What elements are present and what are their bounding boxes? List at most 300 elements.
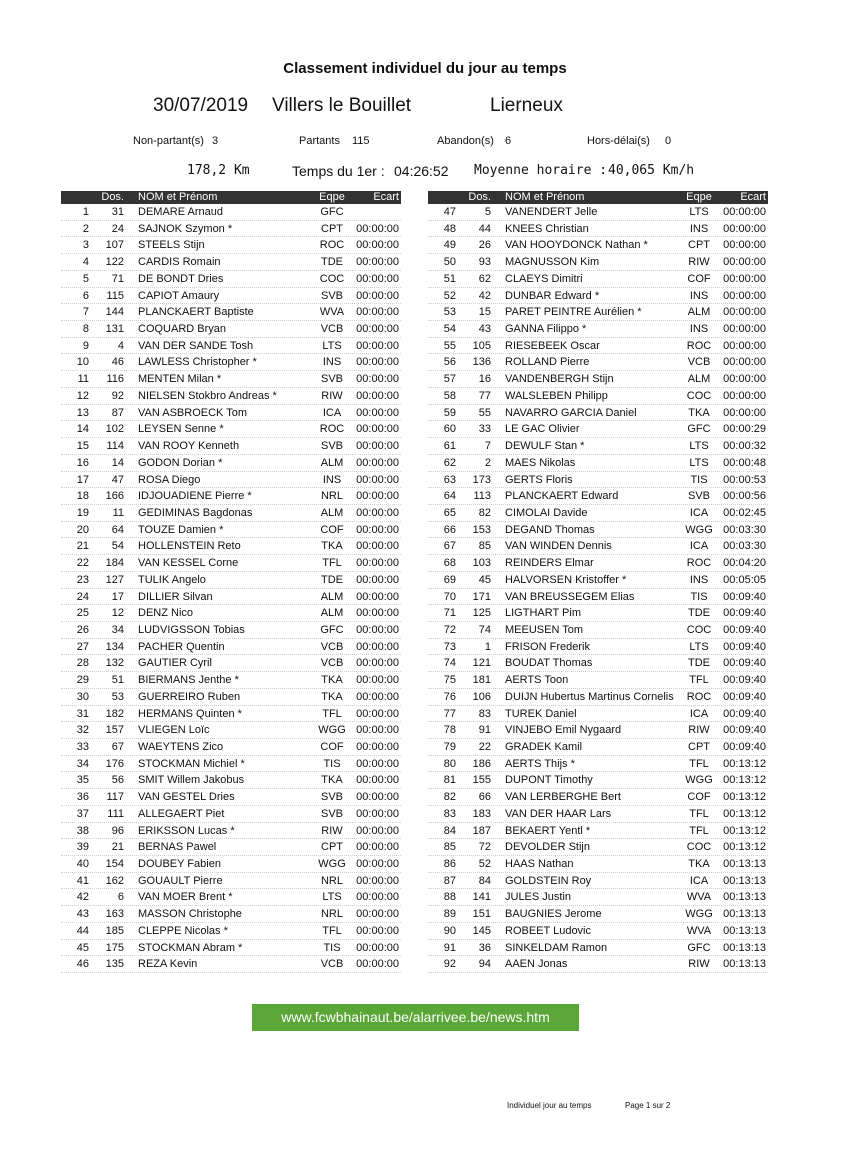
table-row <box>61 288 401 305</box>
cell-position: 8 <box>82 323 89 336</box>
cell-rider-name: VAN DER SANDE Tosh <box>138 339 254 352</box>
cell-rider-name: BEKAERT Yentl * <box>505 824 591 837</box>
cell-bib: 122 <box>105 256 124 269</box>
cell-bib: 84 <box>478 874 491 887</box>
cell-gap: 00:00:00 <box>356 523 399 536</box>
table-row <box>61 505 401 522</box>
cell-team: TFL <box>689 807 709 820</box>
cell-position: 45 <box>76 941 89 954</box>
cell-rider-name: REZA Kevin <box>138 958 198 971</box>
cell-rider-name: VAN GESTEL Dries <box>138 791 235 804</box>
table-row <box>428 806 768 823</box>
table-row <box>428 639 768 656</box>
cell-bib: 162 <box>105 874 124 887</box>
cell-bib: 66 <box>478 791 491 804</box>
table-row <box>428 538 768 555</box>
ranking-table-left <box>61 191 401 973</box>
cell-rider-name: NAVARRO GARCIA Daniel <box>505 406 637 419</box>
col-dos: Dos. <box>101 191 124 203</box>
table-row <box>428 889 768 906</box>
cell-gap: 00:09:40 <box>723 623 766 636</box>
cell-bib: 103 <box>472 557 491 570</box>
cell-rider-name: IDJOUADIENE Pierre * <box>138 490 252 503</box>
cell-position: 4 <box>82 256 89 269</box>
cell-team: GFC <box>320 623 344 636</box>
cell-position: 55 <box>443 339 456 352</box>
cell-gap: 00:04:20 <box>723 557 766 570</box>
cell-bib: 182 <box>105 707 124 720</box>
table-row <box>61 204 401 221</box>
cell-gap: 00:00:00 <box>723 222 766 235</box>
cell-position: 65 <box>443 506 456 519</box>
cell-position: 64 <box>443 490 456 503</box>
cell-gap: 00:00:00 <box>356 373 399 386</box>
table-row <box>61 421 401 438</box>
cell-rider-name: VAN WINDEN Dennis <box>505 540 612 553</box>
cell-gap: 00:00:00 <box>356 473 399 486</box>
cell-bib: 55 <box>478 406 491 419</box>
cell-position: 91 <box>443 941 456 954</box>
cell-gap: 00:09:40 <box>723 640 766 653</box>
cell-gap: 00:13:12 <box>723 757 766 770</box>
cell-team: SVB <box>687 490 710 503</box>
cell-team: TDE <box>321 256 343 269</box>
table-row <box>61 655 401 672</box>
cell-team: WGG <box>685 774 713 787</box>
cell-bib: 2 <box>484 456 491 469</box>
cell-gap: 00:00:00 <box>356 791 399 804</box>
cell-rider-name: ERIKSSON Lucas * <box>138 824 235 837</box>
cell-team: TFL <box>689 824 709 837</box>
cell-position: 56 <box>443 356 456 369</box>
cell-rider-name: BAUGNIES Jerome <box>505 908 602 921</box>
cell-team: COF <box>687 272 711 285</box>
cell-rider-name: BIERMANS Jenthe * <box>138 674 239 687</box>
cell-position: 14 <box>76 423 89 436</box>
cell-team: TKA <box>321 690 343 703</box>
cell-team: RIW <box>321 824 343 837</box>
cell-gap: 00:00:00 <box>723 323 766 336</box>
cell-rider-name: VAN KESSEL Corne <box>138 557 239 570</box>
cell-position: 38 <box>76 824 89 837</box>
cell-position: 30 <box>76 690 89 703</box>
cell-bib: 93 <box>478 256 491 269</box>
cell-position: 1 <box>82 206 89 218</box>
cell-gap: 00:09:40 <box>723 741 766 753</box>
cell-gap: 00:00:00 <box>356 707 399 720</box>
col-dos: Dos. <box>468 191 491 203</box>
abandon-value: 6 <box>505 135 512 147</box>
cell-bib: 51 <box>111 674 124 687</box>
cell-team: CPT <box>688 239 710 252</box>
cell-gap: 00:00:00 <box>723 289 766 302</box>
cell-team: TKA <box>688 858 710 871</box>
cell-bib: 132 <box>105 657 124 670</box>
cell-rider-name: ALLEGAERT Piet <box>138 807 225 820</box>
table-row <box>61 455 401 472</box>
cell-bib: 5 <box>484 206 491 218</box>
cell-gap: 00:00:53 <box>723 473 766 486</box>
cell-team: TKA <box>321 674 343 687</box>
cell-bib: 64 <box>111 523 124 536</box>
cell-bib: 145 <box>472 924 491 937</box>
table-row <box>428 655 768 672</box>
table-row <box>428 354 768 371</box>
table-row <box>428 823 768 840</box>
table-header <box>61 191 401 204</box>
cell-team: ALM <box>687 373 711 386</box>
cell-position: 34 <box>76 757 89 770</box>
table-row <box>428 271 768 288</box>
hors-delai-value: 0 <box>665 135 672 147</box>
cell-team: TFL <box>322 557 342 570</box>
cell-rider-name: SAJNOK Szymon * <box>138 222 233 235</box>
cell-gap: 00:00:00 <box>356 389 399 402</box>
abandon-label: Abandon(s) <box>437 135 494 147</box>
cell-gap: 00:13:13 <box>723 958 766 971</box>
cell-rider-name: VANENDERT Jelle <box>505 206 598 218</box>
table-row <box>428 472 768 489</box>
cell-bib: 26 <box>478 239 491 252</box>
table-row <box>61 839 401 856</box>
table-row <box>61 689 401 706</box>
cell-position: 63 <box>443 473 456 486</box>
cell-position: 61 <box>443 440 456 453</box>
cell-bib: 44 <box>478 222 491 235</box>
cell-rider-name: LEYSEN Senne * <box>138 423 224 436</box>
table-row <box>428 438 768 455</box>
table-row <box>428 605 768 622</box>
stage-date: 30/07/2019 <box>153 95 249 116</box>
table-row <box>428 555 768 572</box>
cell-position: 39 <box>76 841 89 854</box>
cell-gap: 00:00:00 <box>723 306 766 319</box>
table-row <box>428 839 768 856</box>
cell-rider-name: MAES Nikolas <box>505 456 576 469</box>
cell-team: TIS <box>323 941 341 954</box>
cell-bib: 157 <box>105 724 124 737</box>
cell-position: 78 <box>443 724 456 737</box>
moyenne-label: Moyenne horaire : <box>474 163 608 178</box>
cell-team: INS <box>322 356 342 369</box>
cell-position: 9 <box>82 339 89 352</box>
table-row <box>428 237 768 254</box>
cell-position: 53 <box>443 306 456 319</box>
cell-gap: 00:00:00 <box>723 206 766 218</box>
cell-team: TFL <box>322 707 342 720</box>
cell-position: 48 <box>443 222 456 235</box>
cell-team: SVB <box>320 440 343 453</box>
table-row <box>428 254 768 271</box>
cell-bib: 166 <box>105 490 124 503</box>
cell-rider-name: WALSLEBEN Philipp <box>505 389 608 402</box>
cell-position: 75 <box>443 674 456 687</box>
cell-position: 85 <box>443 841 456 854</box>
source-link[interactable]: www.fcwbhainaut.be/alarrivee.be/news.htm <box>252 1004 579 1031</box>
table-header <box>428 191 768 204</box>
cell-position: 5 <box>82 272 89 285</box>
cell-gap: 00:00:00 <box>356 924 399 937</box>
cell-gap: 00:00:00 <box>356 256 399 269</box>
table-row <box>61 806 401 823</box>
cell-position: 83 <box>443 807 456 820</box>
cell-gap: 00:00:00 <box>723 406 766 419</box>
cell-rider-name: AAEN Jonas <box>505 958 568 971</box>
cell-position: 58 <box>443 389 456 402</box>
cell-position: 79 <box>443 741 456 753</box>
table-row <box>61 354 401 371</box>
cell-rider-name: DUPONT Timothy <box>505 774 593 787</box>
cell-position: 89 <box>443 908 456 921</box>
cell-position: 88 <box>443 891 456 904</box>
table-row <box>61 873 401 890</box>
cell-position: 2 <box>82 222 89 235</box>
cell-position: 28 <box>76 657 89 670</box>
cell-team: TDE <box>321 573 343 586</box>
cell-rider-name: STOCKMAN Michiel * <box>138 757 245 770</box>
cell-rider-name: VLIEGEN Loïc <box>138 724 210 737</box>
cell-rider-name: CAPIOT Amaury <box>138 289 220 302</box>
cell-bib: 187 <box>472 824 491 837</box>
non-partants-label: Non-partant(s) <box>133 135 204 147</box>
cell-bib: 36 <box>478 941 491 954</box>
cell-gap: 00:00:00 <box>356 891 399 904</box>
cell-rider-name: PARET PEINTRE Aurélien * <box>505 306 642 319</box>
cell-bib: 144 <box>105 306 124 319</box>
cell-bib: 107 <box>105 239 124 252</box>
table-row <box>61 923 401 940</box>
cell-team: SVB <box>320 373 343 386</box>
table-row <box>428 789 768 806</box>
cell-bib: 91 <box>478 724 491 737</box>
cell-team: LTS <box>689 456 709 469</box>
cell-gap: 00:00:00 <box>356 774 399 787</box>
table-row <box>428 505 768 522</box>
cell-rider-name: VINJEBO Emil Nygaard <box>505 724 622 737</box>
table-row <box>428 706 768 723</box>
cell-rider-name: GODON Dorian * <box>138 456 223 469</box>
cell-rider-name: STEELS Stijn <box>138 239 205 252</box>
cell-team: TIS <box>690 473 708 486</box>
table-row <box>61 639 401 656</box>
cell-bib: 52 <box>478 858 491 871</box>
cell-team: VCB <box>320 958 344 971</box>
cell-gap: 00:00:00 <box>356 306 399 319</box>
cell-bib: 102 <box>105 423 124 436</box>
cell-position: 60 <box>443 423 456 436</box>
table-row <box>428 906 768 923</box>
cell-bib: 11 <box>112 506 124 519</box>
cell-team: TIS <box>323 757 341 770</box>
table-row <box>428 622 768 639</box>
cell-position: 31 <box>76 707 89 720</box>
cell-position: 74 <box>443 657 456 670</box>
cell-team: VCB <box>320 657 344 670</box>
cell-bib: 153 <box>472 523 491 536</box>
cell-position: 25 <box>76 607 89 620</box>
cell-gap: 00:09:40 <box>723 674 766 687</box>
cell-position: 42 <box>76 891 89 904</box>
cell-bib: 33 <box>478 423 491 436</box>
footer-doc-name: Individuel jour au temps <box>507 1101 592 1110</box>
cell-position: 40 <box>76 858 89 871</box>
table-row <box>61 739 401 756</box>
cell-gap: 00:13:12 <box>723 807 766 820</box>
cell-team: TFL <box>689 674 709 687</box>
cell-team: RIW <box>688 724 710 737</box>
table-row <box>428 672 768 689</box>
cell-position: 24 <box>76 590 89 603</box>
cell-bib: 154 <box>105 858 124 871</box>
cell-team: VCB <box>320 323 344 336</box>
cell-team: TDE <box>688 607 710 620</box>
temps-value: 04:26:52 <box>394 163 449 179</box>
table-row <box>61 572 401 589</box>
cell-gap: 00:00:00 <box>356 289 399 302</box>
cell-rider-name: CLEPPE Nicolas * <box>138 924 228 937</box>
cell-gap: 00:00:00 <box>356 958 399 971</box>
cell-position: 44 <box>76 924 89 937</box>
cell-rider-name: DEVOLDER Stijn <box>505 841 590 854</box>
cell-gap: 00:00:00 <box>356 607 399 620</box>
cell-rider-name: PLANCKAERT Baptiste <box>138 306 254 319</box>
cell-rider-name: TOUZE Damien * <box>138 523 224 536</box>
cell-bib: 22 <box>478 741 491 753</box>
col-team: Eqpe <box>686 191 712 203</box>
cell-team: TKA <box>321 774 343 787</box>
table-row <box>61 388 401 405</box>
partants-value: 115 <box>352 135 370 147</box>
cell-position: 80 <box>443 757 456 770</box>
cell-rider-name: VAN BREUSSEGEM Elias <box>505 590 635 603</box>
cell-bib: 72 <box>478 841 491 854</box>
cell-gap: 00:00:00 <box>723 339 766 352</box>
cell-gap: 00:00:00 <box>356 557 399 570</box>
table-row <box>61 221 401 238</box>
cell-gap: 00:00:00 <box>356 456 399 469</box>
cell-team: ICA <box>689 874 709 887</box>
cell-position: 76 <box>443 690 456 703</box>
cell-bib: 136 <box>472 356 491 369</box>
cell-gap: 00:00:00 <box>356 540 399 553</box>
cell-team: ALM <box>320 456 344 469</box>
cell-gap: 00:00:00 <box>356 874 399 887</box>
cell-bib: 46 <box>111 356 124 369</box>
cell-position: 27 <box>76 640 89 653</box>
cell-position: 73 <box>443 640 456 653</box>
cell-bib: 12 <box>111 607 124 620</box>
cell-rider-name: DUIJN Hubertus Martinus Cornelis <box>505 690 674 703</box>
cell-bib: 125 <box>472 607 491 620</box>
cell-position: 51 <box>443 272 456 285</box>
cell-gap: 00:00:32 <box>723 440 766 453</box>
cell-position: 68 <box>443 557 456 570</box>
cell-gap: 00:00:00 <box>356 858 399 871</box>
table-row <box>428 321 768 338</box>
cell-position: 77 <box>443 707 456 720</box>
cell-team: COF <box>320 741 344 753</box>
cell-rider-name: GUERREIRO Ruben <box>138 690 241 703</box>
cell-team: ROC <box>686 690 712 703</box>
cell-position: 13 <box>76 406 89 419</box>
cell-team: CPT <box>321 841 343 854</box>
table-row <box>61 589 401 606</box>
cell-team: ROC <box>686 339 712 352</box>
cell-position: 7 <box>82 306 89 319</box>
cell-bib: 31 <box>111 206 124 218</box>
cell-team: ROC <box>686 557 712 570</box>
cell-rider-name: PLANCKAERT Edward <box>505 490 619 503</box>
table-row <box>61 856 401 873</box>
cell-gap: 00:00:00 <box>356 741 399 753</box>
cell-team: WGG <box>685 908 713 921</box>
cell-position: 87 <box>443 874 456 887</box>
cell-rider-name: REINDERS Elmar <box>505 557 594 570</box>
cell-rider-name: DENZ Nico <box>138 607 194 620</box>
cell-position: 21 <box>76 540 89 553</box>
cell-bib: 171 <box>472 590 491 603</box>
table-row <box>61 906 401 923</box>
table-row <box>61 889 401 906</box>
cell-bib: 114 <box>106 440 124 453</box>
col-gap: Ecart <box>740 191 766 203</box>
cell-team: CPT <box>688 741 710 753</box>
cell-rider-name: GAUTIER Cyril <box>138 657 212 670</box>
cell-bib: 82 <box>478 506 491 519</box>
cell-position: 35 <box>76 774 89 787</box>
cell-rider-name: VANDENBERGH Stijn <box>505 373 614 386</box>
cell-position: 70 <box>443 590 456 603</box>
cell-team: ICA <box>689 540 709 553</box>
table-row <box>61 622 401 639</box>
cell-bib: 176 <box>105 757 124 770</box>
cell-rider-name: DOUBEY Fabien <box>138 858 221 871</box>
cell-gap: 00:09:40 <box>723 690 766 703</box>
cell-team: RIW <box>688 958 710 971</box>
cell-rider-name: AERTS Thijs * <box>505 757 575 770</box>
cell-team: WVA <box>686 924 712 937</box>
cell-position: 84 <box>443 824 456 837</box>
cell-gap: 00:00:56 <box>723 490 766 503</box>
cell-bib: 163 <box>105 908 124 921</box>
cell-team: ICA <box>689 707 709 720</box>
cell-rider-name: LAWLESS Christopher * <box>138 356 257 369</box>
cell-team: LTS <box>689 440 709 453</box>
cell-rider-name: FRISON Frederik <box>505 640 590 653</box>
table-row <box>428 940 768 957</box>
cell-rider-name: GOLDSTEIN Roy <box>505 874 592 887</box>
moyenne-value: 40,065 Km/h <box>608 163 695 178</box>
cell-team: ALM <box>687 306 711 319</box>
cell-team: GFC <box>320 206 344 218</box>
cell-rider-name: JULES Justin <box>505 891 572 904</box>
cell-gap: 00:00:00 <box>356 724 399 737</box>
cell-gap: 00:13:13 <box>723 908 766 921</box>
cell-gap: 00:00:00 <box>723 389 766 402</box>
cell-gap: 00:00:00 <box>356 757 399 770</box>
table-row <box>428 338 768 355</box>
cell-team: NRL <box>320 490 343 503</box>
table-row <box>61 304 401 321</box>
cell-position: 81 <box>443 774 456 787</box>
table-row <box>61 756 401 773</box>
cell-team: SVB <box>320 791 343 804</box>
cell-position: 86 <box>443 858 456 871</box>
cell-rider-name: LIGTHART Pim <box>505 607 581 620</box>
cell-gap: 00:13:12 <box>723 791 766 804</box>
cell-team: TFL <box>322 924 342 937</box>
cell-position: 20 <box>76 523 89 536</box>
